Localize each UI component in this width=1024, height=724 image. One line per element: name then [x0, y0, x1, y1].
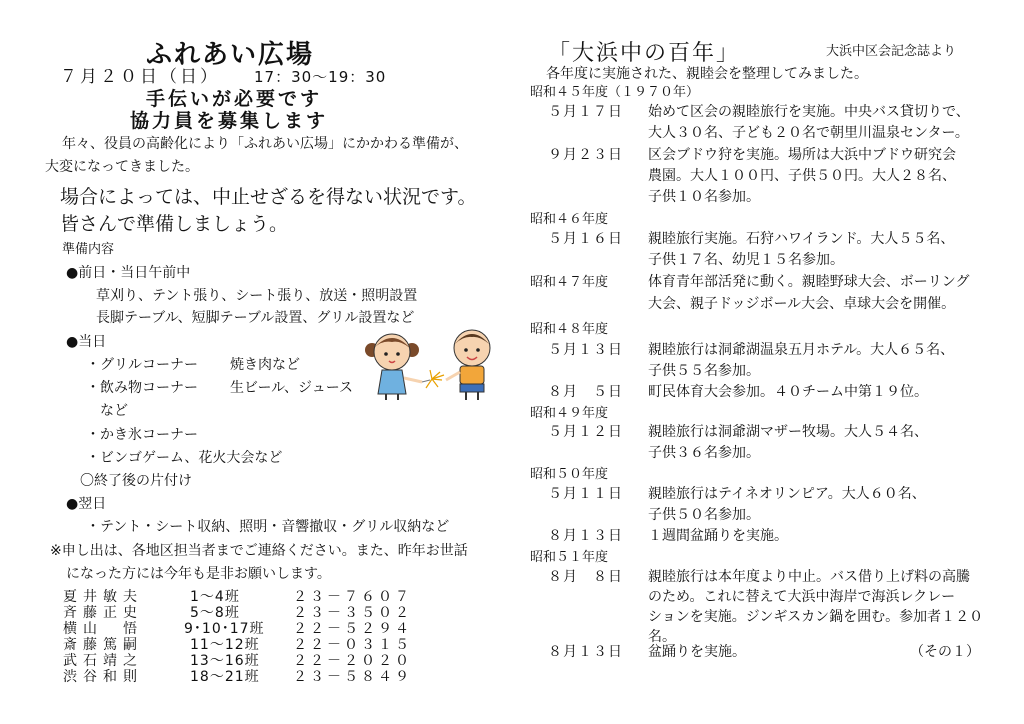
entry-date: ５月１７日 — [548, 104, 623, 120]
entry-text: 子供１０名参加。 — [648, 189, 760, 205]
day-item-detail: 焼き肉など — [230, 357, 300, 373]
contact-phone: ２２－２０２０ — [293, 653, 412, 669]
emphasis-text: 場合によっては、中止せざるを得ない状況です。 — [60, 186, 477, 208]
day-item — [86, 424, 198, 444]
era-heading: 昭和５１年度 — [530, 550, 609, 565]
headline-help-needed: 手伝いが必要です — [146, 88, 323, 110]
task-line: 草刈り、テント張り、シート張り、放送・照明設置 — [96, 288, 418, 304]
contact-group: 5～8班 — [190, 605, 240, 621]
history-source: 大浜中区会記念誌より — [826, 44, 957, 59]
entry-text: 農園。大人１００円、子供５０円。大人２８名、 — [648, 168, 956, 184]
entry-date: 昭和４７年度 — [530, 275, 609, 290]
entry-date: ５月１２日 — [548, 424, 623, 440]
history-intro: 各年度に実施された、親睦会を整理してみました。 — [546, 66, 868, 82]
entry-date: ８月１３日 — [548, 528, 623, 544]
entry-date: ５月１３日 — [548, 342, 623, 358]
contact-group: 9･10･17班 — [184, 621, 265, 637]
day-item — [86, 377, 354, 397]
contact-group: 13～16班 — [190, 653, 260, 669]
era-heading: 昭和４６年度 — [530, 212, 609, 227]
entry-text: 子供１７名、幼児１５名参加。 — [648, 252, 844, 268]
era-heading: 昭和５０年度 — [530, 467, 609, 482]
day-item-label: ・飲み物コーナー — [86, 380, 198, 396]
part-label: （その１） — [910, 644, 980, 660]
event-day: ７月２０日（日） — [60, 67, 220, 87]
entry-date: ５月１１日 — [548, 486, 623, 502]
entry-text: 体育青年部活発に動く。親睦野球大会、ボーリング — [648, 274, 970, 290]
entry-date: ８月 ８日 — [548, 569, 623, 585]
entry-text: 名。 — [648, 629, 676, 645]
section-heading: ●当日 — [66, 334, 107, 350]
emphasis-text: 皆さんで準備しましょう。 — [60, 213, 289, 235]
day-item-label: ・グリルコーナー — [86, 357, 198, 373]
contact-phone: ２３－３５０２ — [293, 605, 412, 621]
entry-text: 親睦旅行実施。石狩ハワイランド。大人５５名、 — [648, 231, 955, 247]
contact-phone: ２３－５８４９ — [293, 669, 412, 685]
contact-group: 1～4班 — [190, 589, 240, 605]
contact-name: 渋谷和則 — [63, 669, 143, 685]
entry-text: 子供５５名参加。 — [648, 363, 760, 379]
entry-text: ションを実施。ジンギスカン鍋を囲む。参加者１２０ — [648, 609, 984, 625]
contact-group: 11～12班 — [190, 637, 260, 653]
task-line: ・テント・シート収納、照明・音響撤収・グリル収納など — [86, 519, 450, 535]
entry-text: 始めて区会の親睦旅行を実施。中央バス貸切りで、 — [648, 104, 970, 120]
kids-sparkler-illustration — [360, 322, 510, 406]
task-line: 長脚テーブル、短脚テーブル設置、グリル設置など — [96, 310, 415, 326]
contact-phone: ２３－７６０７ — [293, 589, 412, 605]
era-heading: 昭和４８年度 — [530, 322, 609, 337]
note-text: になった方には今年も是非お願いします。 — [66, 566, 331, 582]
entry-text: 親睦旅行は本年度より中止。バス借り上げ料の高騰 — [648, 569, 970, 585]
entry-text: １週間盆踊りを実施。 — [648, 528, 788, 544]
day-item-label: ・ビンゴゲーム、花火大会など — [86, 450, 283, 466]
entry-date: ５月１６日 — [548, 231, 623, 247]
entry-text: 大人３０名、子ども２０名で朝里川温泉センター。 — [648, 125, 969, 141]
day-item-detail: 生ビール、ジュース — [230, 380, 354, 396]
era-heading: 昭和４５年度（１９７０年） — [530, 85, 700, 100]
page-title: ふれあい広場 — [146, 40, 315, 70]
contact-name: 斉藤正史 — [63, 605, 143, 621]
entry-text: 親睦旅行は洞爺湖温泉五月ホテル。大人６５名、 — [648, 342, 955, 358]
entry-text: 子供５０名参加。 — [648, 507, 760, 523]
day-item — [86, 354, 300, 374]
note-text: ※申し出は、各地区担当者までご連絡ください。また、昨年お世話 — [50, 543, 468, 559]
entry-text: 親睦旅行はテイネオリンピア。大人６０名、 — [648, 486, 926, 502]
day-item — [80, 470, 192, 490]
entry-date: ９月２３日 — [548, 147, 623, 163]
entry-text: 子供３６名参加。 — [648, 445, 760, 461]
entry-date: ８月１３日 — [548, 644, 623, 660]
contact-phone: ２２－５２９４ — [293, 621, 412, 637]
contact-name: 横山 悟 — [63, 621, 143, 637]
contact-group: 18～21班 — [190, 669, 260, 685]
event-time: 17：30～19：30 — [254, 68, 387, 86]
entry-text: 親睦旅行は洞爺湖マザー牧場。大人５４名、 — [648, 424, 928, 440]
intro-text: 大変になってきました。 — [45, 159, 199, 175]
day-item — [86, 447, 282, 467]
day-item-label: 〇終了後の片付け — [80, 473, 192, 489]
contact-name: 斎藤篤嗣 — [63, 637, 143, 653]
day-item-label: など — [86, 403, 128, 419]
contact-name: 夏井敏夫 — [63, 589, 143, 605]
day-item — [86, 400, 128, 420]
entry-text: 区会ブドウ狩を実施。場所は大浜中ブドウ研究会 — [648, 147, 956, 163]
entry-date: ８月 ５日 — [548, 384, 623, 400]
entry-text: 町民体育大会参加。４０チーム中第１９位。 — [648, 384, 928, 400]
era-heading: 昭和４９年度 — [530, 406, 609, 421]
day-item-label: ・かき氷コーナー — [86, 427, 198, 443]
entry-text: 大会、親子ドッジボール大会、卓球大会を開催。 — [648, 296, 956, 312]
entry-text: のため。これに替えて大浜中海岸で海浜レクレー — [648, 589, 956, 605]
section-heading: ●前日・当日午前中 — [66, 265, 191, 281]
section-heading: ●翌日 — [66, 496, 107, 512]
contact-phone: ２２－０３１５ — [293, 637, 412, 653]
entry-text: 盆踊りを実施。 — [648, 644, 746, 660]
history-title: 「大浜中の百年」 — [548, 41, 741, 66]
prep-heading: 準備内容 — [62, 242, 115, 257]
intro-text: 年々、役員の高齢化により「ふれあい広場」にかかわる準備が、 — [62, 136, 468, 152]
headline-recruit: 協力員を募集します — [130, 110, 329, 132]
contact-name: 武石靖之 — [63, 653, 143, 669]
